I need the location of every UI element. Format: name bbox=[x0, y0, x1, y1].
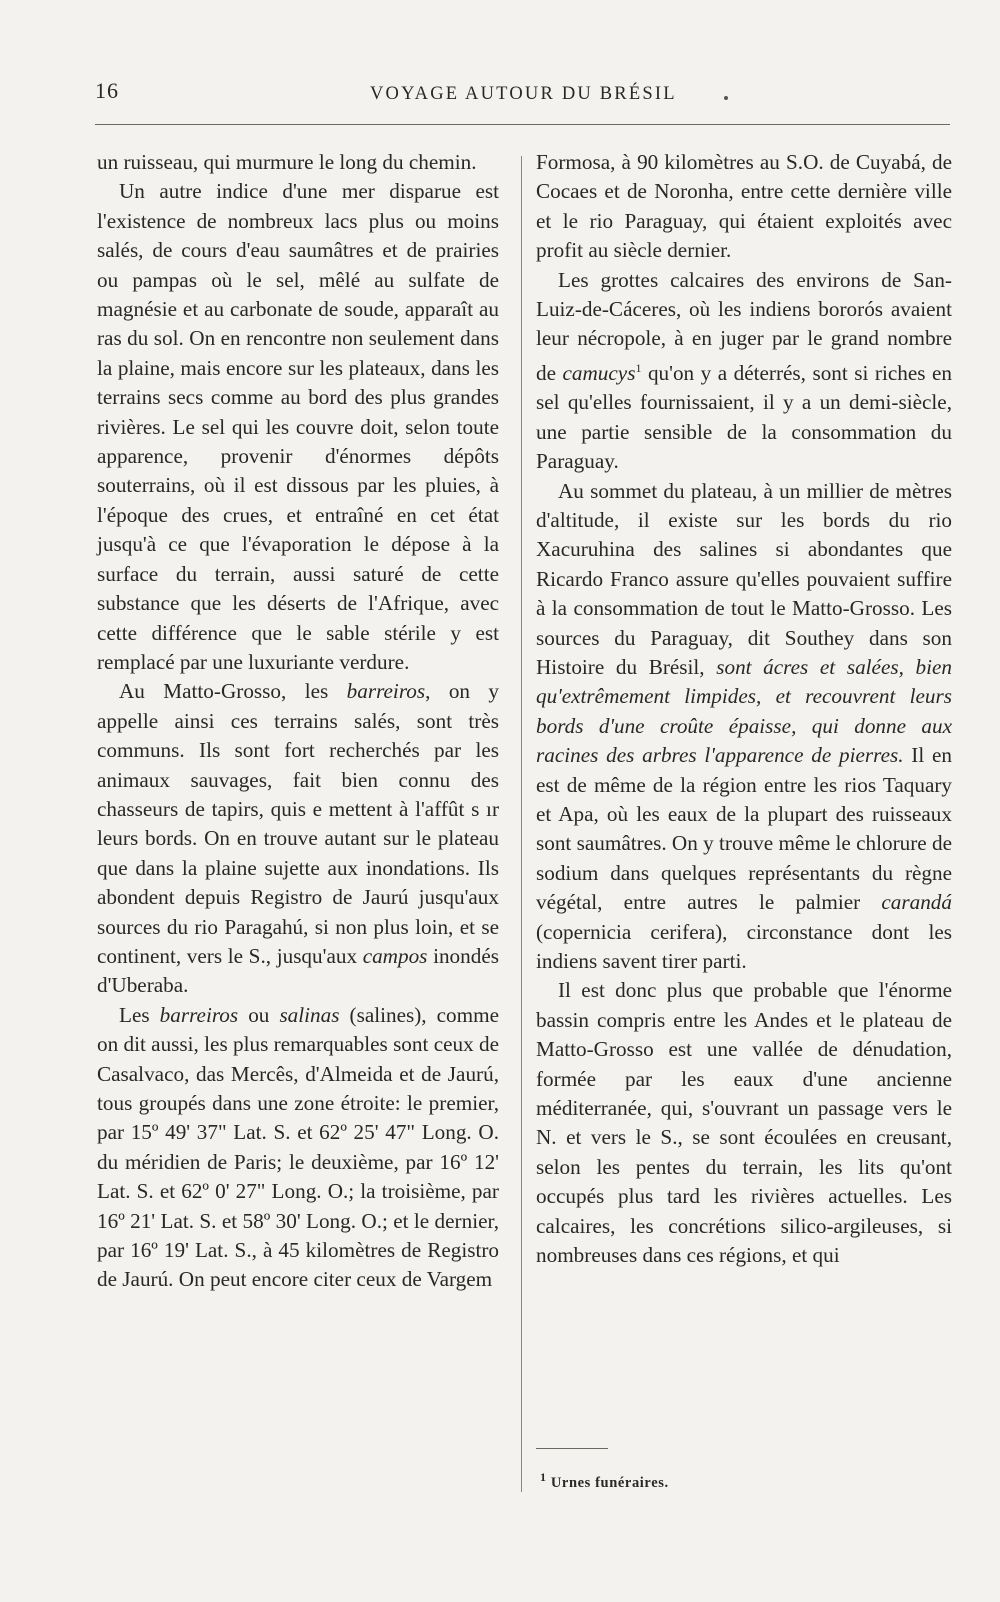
italic-term: barreiros bbox=[346, 679, 426, 704]
paragraph: Un autre indice d'une mer disparue est l'existence de nombreux lacs plus ou moins salés, de cours d'eau saumâtres et de prairies ou pampas où le sel, mêlé au sulfate de magnésie et au carbonate de soude, apparaît au ras du sol. On en rencontre non seulement dans la plaine, mais encore sur les plateaux, dans les terrains secs comme au bord des plus grandes rivières. Le sel qui les couvre doit, selon toute apparence, provenir d'énormes dépôts souterrains, où il est dissous par les pluies, à l'époque des crues, et entraîné en cet état jusqu'à ce que l'évaporation le dépose à la surface du terrain, aussi saturé de cette substance que les déserts de l'Afrique, avec cette différence que le sable stérile y est remplacé par une luxuriante verdure. bbox=[97, 179, 499, 674]
ink-speck bbox=[724, 96, 728, 100]
text-run: Il en est de même de la région entre les rios Taquary et Apa, où les eaux de la plupart des ruisseaux sont saumâtres. On y trouve même le chlorure de sodium dans quelques représentants du règne végétal, entre autres le palmier bbox=[536, 743, 952, 915]
footnote-rule bbox=[536, 1448, 608, 1449]
footnote bbox=[540, 1470, 669, 1492]
footnote-text: Urnes funéraires. bbox=[546, 1474, 669, 1491]
italic-term: carandá bbox=[881, 890, 952, 915]
text-run: Les bbox=[119, 1002, 160, 1027]
italic-term: campos bbox=[362, 943, 428, 968]
footnote-ref[interactable]: 1 bbox=[635, 360, 642, 375]
page-number: 16 bbox=[95, 78, 119, 103]
text-run: Au Matto-Grosso, les bbox=[119, 679, 347, 704]
italic-term: barreiros bbox=[159, 1002, 239, 1027]
text-run: (copernicia cerifera), circonstance dont les indiens savent tirer parti. bbox=[536, 919, 952, 974]
left-column bbox=[97, 148, 499, 1295]
paragraph bbox=[536, 477, 952, 977]
right-column bbox=[536, 148, 952, 1271]
text-run: inondés d'Uberaba. bbox=[97, 943, 499, 998]
text-run: qu'on y a déterrés, sont si riches en sel qu'elles fournissaient, il y a un demi-siècle, une partie sensible de la consommation du Paraguay. bbox=[536, 360, 952, 474]
paragraph bbox=[536, 266, 952, 477]
text-run: ou bbox=[238, 1002, 280, 1027]
column-divider bbox=[521, 156, 522, 1492]
text-run: (salines), comme on dit aussi, les plus remarquables sont ceux de Casalvaco, das Mercês, d'Almeida et de Jaurú, tous groupés dans une zone étroite: le premier, par 15º 49' 37" Lat. S. et 62º 25' 47" Long. O. du méridien de Paris; le deuxième, par 16º 12' Lat. S. et 62º 0' 27" Long. O.; la troisième, par 16º 21' Lat. S. et 58º 30' Long. O.; et le dernier, par 16º 19' Lat. S., à 45 kilomètres de Registro de Jaurú. On peut encore citer ceux de Vargem bbox=[97, 1002, 500, 1292]
italic-term: salinas bbox=[279, 1002, 340, 1027]
italic-quote: sont ácres et salées, bien qu'extrêmement limpides, et recouvrent leurs bords d'une croûte épaisse, qui donne aux racines des arbres l'apparence de pierres. bbox=[536, 654, 952, 768]
paragraph bbox=[97, 1001, 499, 1295]
page-header bbox=[95, 78, 950, 118]
running-title: VOYAGE AUTOUR DU BRÉSIL bbox=[370, 84, 677, 104]
text-run: Au sommet du plateau, à un millier de mètres d'altitude, il existe sur les bords du rio Xacuruhina des salines si abondantes que Ricardo Franco assure qu'elles pouvaient suffire à la consommation de tout le Matto-Grosso. Les sources du Paraguay, dit Southey dans son Histoire du Brésil, bbox=[536, 478, 952, 679]
paragraph: Formosa, à 90 kilomètres au S.O. de Cuyabá, de Cocaes et de Noronha, entre cette dernière ville et le rio Paraguay, qui étaient exploités avec profit au siècle dernier. bbox=[536, 150, 952, 263]
paragraph: un ruisseau, qui murmure le long du chemin. bbox=[97, 150, 477, 174]
text-run: Les grottes calcaires des environs de San-Luiz-de-Cáceres, où les indiens bororós avaient leur nécropole, à en juger par le grand nombre de bbox=[536, 267, 952, 385]
footnote-marker: 1 bbox=[540, 1470, 547, 1484]
header-rule bbox=[95, 124, 950, 125]
italic-term: camucys bbox=[562, 360, 636, 385]
paragraph: Il est donc plus que probable que l'énorme bassin compris entre les Andes et le plateau de Matto-Grosso est une vallée de dénudation, formée par les eaux d'une ancienne méditerranée, qui, s'ouvrant un passage vers le N. et vers le S., se sont écoulées en creusant, selon les pentes du terrain, les lits qu'ont occupés plus tard les rivières actuelles. Les calcaires, les concrétions silico-argileuses, si nombreuses dans ces régions, et qui bbox=[536, 978, 952, 1268]
paragraph bbox=[97, 677, 499, 1000]
text-run: , on y appelle ainsi ces terrains salés, sont très communs. Ils sont fort recherchés par les animaux sauvages, fait bien connu des chasseurs de tapirs, quis e mettent à l'affût s ır leurs bords. On en trouve autant sur le plateau que dans la plaine sujette aux inondations. Ils abondent depuis Registro de Jaurú jusqu'aux sources du rio Paragahú, si non plus loin, et se continent, vers le S., jusqu'aux bbox=[97, 679, 500, 968]
